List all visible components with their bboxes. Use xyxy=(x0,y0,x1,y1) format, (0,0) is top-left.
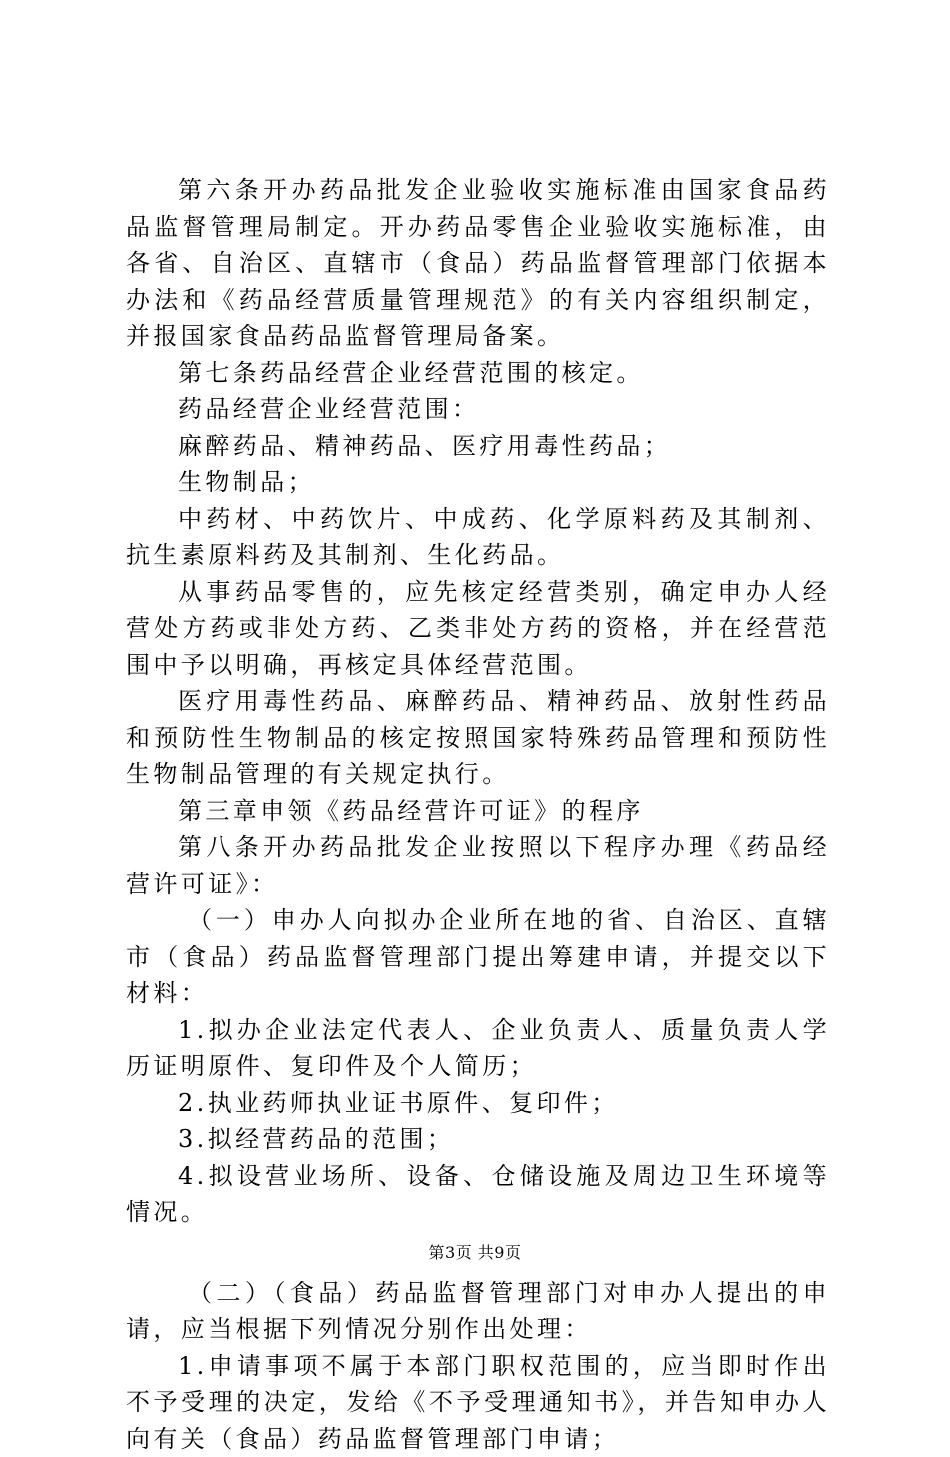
chapter-heading: 第三章申领《药品经营许可证》的程序 xyxy=(126,793,830,830)
paragraph-step-1: （一）申办人向拟办企业所在地的省、自治区、直辖市（食品）药品监督管理部门提出筹建申请，并提交以下材料： xyxy=(126,902,830,1012)
list-item: 1.申请事项不属于本部门职权范围的，应当即时作出不予受理的决定，发给《不予受理通知书》，并告知申办人向有关（食品）药品监督管理部门申请； xyxy=(126,1348,830,1457)
paragraph-scope-biologics: 生物制品； xyxy=(126,464,830,501)
page-number-footer: 第3页 共9页 xyxy=(0,1242,950,1264)
paragraph-article-6: 第六条开办药品批发企业验收实施标准由国家食品药品监督管理局制定。开办药品零售企业验收实施标准，由各省、自治区、直辖市（食品）药品监督管理部门依据本办法和《药品经营质量管理规范》的有关内容组织制定，并报国家食品药品监督管理局备案。 xyxy=(126,172,830,355)
paragraph-retail: 从事药品零售的，应先核定经营类别，确定申办人经营处方药或非处方药、乙类非处方药的资格，并在经营范围中予以明确，再核定具体经营范围。 xyxy=(126,574,830,684)
list-item: 4.拟设营业场所、设备、仓储设施及周边卫生环境等情况。 xyxy=(126,1158,830,1231)
document-body xyxy=(126,172,830,1457)
paragraph-article-8: 第八条开办药品批发企业按照以下程序办理《药品经营许可证》： xyxy=(126,829,830,902)
paragraph-scope-heading: 药品经营企业经营范围： xyxy=(126,391,830,428)
list-item: 2.执业药师执业证书原件、复印件； xyxy=(126,1085,830,1122)
paragraph-scope-tcm: 中药材、中药饮片、中成药、化学原料药及其制剂、抗生素原料药及其制剂、生化药品。 xyxy=(126,501,830,574)
paragraph-scope-narcotics: 麻醉药品、精神药品、医疗用毒性药品； xyxy=(126,428,830,465)
list-item: 3.拟经营药品的范围； xyxy=(126,1121,830,1158)
paragraph-article-7: 第七条药品经营企业经营范围的核定。 xyxy=(126,355,830,392)
list-item: 1.拟办企业法定代表人、企业负责人、质量负责人学历证明原件、复印件及个人简历； xyxy=(126,1012,830,1085)
paragraph-step-2: （二）（食品）药品监督管理部门对申办人提出的申请，应当根据下列情况分别作出处理： xyxy=(126,1275,830,1348)
paragraph-special-drugs: 医疗用毒性药品、麻醉药品、精神药品、放射性药品和预防性生物制品的核定按照国家特殊药品管理和预防性生物制品管理的有关规定执行。 xyxy=(126,683,830,793)
